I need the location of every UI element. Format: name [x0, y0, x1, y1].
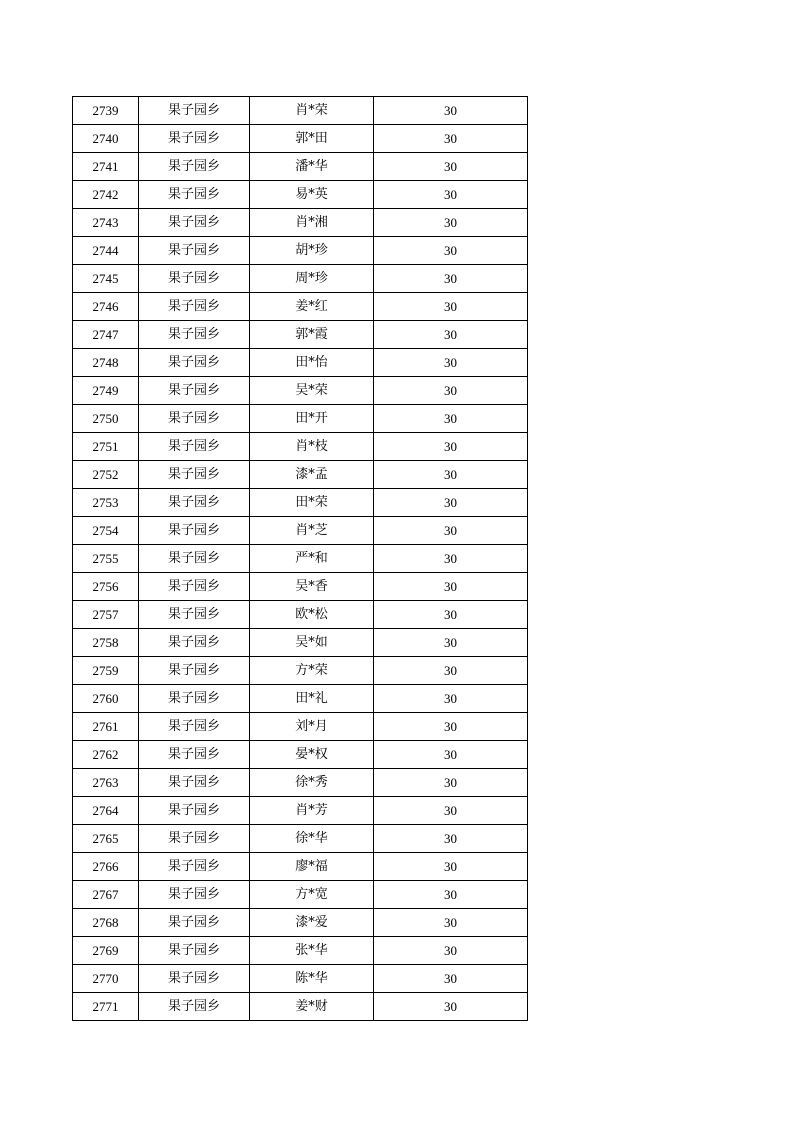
- table-row: [73, 685, 528, 713]
- amount-cell: 30: [374, 461, 528, 489]
- name-cell: 田*开: [250, 405, 374, 433]
- name-cell: 徐*华: [250, 825, 374, 853]
- row-number-cell: 2762: [73, 741, 139, 769]
- town-cell: 果子园乡: [139, 209, 250, 237]
- row-number-cell: 2749: [73, 377, 139, 405]
- row-number-cell: 2739: [73, 97, 139, 125]
- amount-cell: 30: [374, 293, 528, 321]
- name-cell: 田*荣: [250, 489, 374, 517]
- amount-cell: 30: [374, 433, 528, 461]
- name-cell: 姜*财: [250, 993, 374, 1021]
- table-row: [73, 377, 528, 405]
- row-number-cell: 2766: [73, 853, 139, 881]
- amount-cell: 30: [374, 797, 528, 825]
- amount-cell: 30: [374, 321, 528, 349]
- table-row: [73, 293, 528, 321]
- table-row: [73, 405, 528, 433]
- row-number-cell: 2769: [73, 937, 139, 965]
- name-cell: 田*礼: [250, 685, 374, 713]
- town-cell: 果子园乡: [139, 741, 250, 769]
- town-cell: 果子园乡: [139, 545, 250, 573]
- town-cell: 果子园乡: [139, 685, 250, 713]
- name-cell: 漆*爱: [250, 909, 374, 937]
- row-number-cell: 2742: [73, 181, 139, 209]
- town-cell: 果子园乡: [139, 629, 250, 657]
- amount-cell: 30: [374, 209, 528, 237]
- table-row: [73, 825, 528, 853]
- table-row: [73, 349, 528, 377]
- name-cell: 方*宽: [250, 881, 374, 909]
- town-cell: 果子园乡: [139, 181, 250, 209]
- town-cell: 果子园乡: [139, 153, 250, 181]
- name-cell: 潘*华: [250, 153, 374, 181]
- town-cell: 果子园乡: [139, 937, 250, 965]
- town-cell: 果子园乡: [139, 965, 250, 993]
- amount-cell: 30: [374, 545, 528, 573]
- name-cell: 廖*福: [250, 853, 374, 881]
- amount-cell: 30: [374, 181, 528, 209]
- row-number-cell: 2746: [73, 293, 139, 321]
- name-cell: 胡*珍: [250, 237, 374, 265]
- table-row: [73, 993, 528, 1021]
- table-row: [73, 713, 528, 741]
- town-cell: 果子园乡: [139, 517, 250, 545]
- amount-cell: 30: [374, 517, 528, 545]
- row-number-cell: 2758: [73, 629, 139, 657]
- row-number-cell: 2747: [73, 321, 139, 349]
- name-cell: 陈*华: [250, 965, 374, 993]
- town-cell: 果子园乡: [139, 769, 250, 797]
- town-cell: 果子园乡: [139, 797, 250, 825]
- row-number-cell: 2740: [73, 125, 139, 153]
- table-row: [73, 489, 528, 517]
- table-row: [73, 209, 528, 237]
- town-cell: 果子园乡: [139, 909, 250, 937]
- amount-cell: 30: [374, 713, 528, 741]
- amount-cell: 30: [374, 909, 528, 937]
- amount-cell: 30: [374, 349, 528, 377]
- table-row: [73, 797, 528, 825]
- amount-cell: 30: [374, 125, 528, 153]
- table-body: [73, 97, 528, 1021]
- town-cell: 果子园乡: [139, 825, 250, 853]
- table-row: [73, 517, 528, 545]
- name-cell: 吴*荣: [250, 377, 374, 405]
- table-row: [73, 909, 528, 937]
- amount-cell: 30: [374, 881, 528, 909]
- row-number-cell: 2751: [73, 433, 139, 461]
- table-row: [73, 965, 528, 993]
- name-cell: 张*华: [250, 937, 374, 965]
- amount-cell: 30: [374, 601, 528, 629]
- town-cell: 果子园乡: [139, 321, 250, 349]
- amount-cell: 30: [374, 993, 528, 1021]
- row-number-cell: 2765: [73, 825, 139, 853]
- town-cell: 果子园乡: [139, 237, 250, 265]
- name-cell: 严*和: [250, 545, 374, 573]
- name-cell: 徐*秀: [250, 769, 374, 797]
- amount-cell: 30: [374, 489, 528, 517]
- name-cell: 刘*月: [250, 713, 374, 741]
- amount-cell: 30: [374, 769, 528, 797]
- name-cell: 郭*田: [250, 125, 374, 153]
- town-cell: 果子园乡: [139, 657, 250, 685]
- amount-cell: 30: [374, 965, 528, 993]
- row-number-cell: 2743: [73, 209, 139, 237]
- amount-cell: 30: [374, 937, 528, 965]
- name-cell: 吴*如: [250, 629, 374, 657]
- row-number-cell: 2760: [73, 685, 139, 713]
- amount-cell: 30: [374, 237, 528, 265]
- town-cell: 果子园乡: [139, 377, 250, 405]
- name-cell: 欧*松: [250, 601, 374, 629]
- name-cell: 吴*香: [250, 573, 374, 601]
- town-cell: 果子园乡: [139, 125, 250, 153]
- row-number-cell: 2753: [73, 489, 139, 517]
- row-number-cell: 2763: [73, 769, 139, 797]
- town-cell: 果子园乡: [139, 601, 250, 629]
- town-cell: 果子园乡: [139, 405, 250, 433]
- row-number-cell: 2750: [73, 405, 139, 433]
- name-cell: 肖*荣: [250, 97, 374, 125]
- name-cell: 肖*枝: [250, 433, 374, 461]
- amount-cell: 30: [374, 629, 528, 657]
- town-cell: 果子园乡: [139, 293, 250, 321]
- town-cell: 果子园乡: [139, 993, 250, 1021]
- town-cell: 果子园乡: [139, 881, 250, 909]
- row-number-cell: 2768: [73, 909, 139, 937]
- town-cell: 果子园乡: [139, 461, 250, 489]
- table-row: [73, 461, 528, 489]
- town-cell: 果子园乡: [139, 713, 250, 741]
- row-number-cell: 2761: [73, 713, 139, 741]
- row-number-cell: 2767: [73, 881, 139, 909]
- name-cell: 方*荣: [250, 657, 374, 685]
- row-number-cell: 2756: [73, 573, 139, 601]
- name-cell: 郭*霞: [250, 321, 374, 349]
- amount-cell: 30: [374, 97, 528, 125]
- name-cell: 周*珍: [250, 265, 374, 293]
- amount-cell: 30: [374, 685, 528, 713]
- table-row: [73, 601, 528, 629]
- row-number-cell: 2755: [73, 545, 139, 573]
- name-cell: 肖*湘: [250, 209, 374, 237]
- table-row: [73, 181, 528, 209]
- amount-cell: 30: [374, 405, 528, 433]
- amount-cell: 30: [374, 853, 528, 881]
- row-number-cell: 2745: [73, 265, 139, 293]
- table-row: [73, 97, 528, 125]
- table-row: [73, 629, 528, 657]
- row-number-cell: 2764: [73, 797, 139, 825]
- name-cell: 肖*芝: [250, 517, 374, 545]
- row-number-cell: 2741: [73, 153, 139, 181]
- town-cell: 果子园乡: [139, 489, 250, 517]
- table-row: [73, 265, 528, 293]
- table-row: [73, 125, 528, 153]
- town-cell: 果子园乡: [139, 349, 250, 377]
- table-row: [73, 769, 528, 797]
- amount-cell: 30: [374, 377, 528, 405]
- town-cell: 果子园乡: [139, 433, 250, 461]
- amount-cell: 30: [374, 741, 528, 769]
- row-number-cell: 2744: [73, 237, 139, 265]
- amount-cell: 30: [374, 265, 528, 293]
- town-cell: 果子园乡: [139, 265, 250, 293]
- name-cell: 田*怡: [250, 349, 374, 377]
- table-row: [73, 937, 528, 965]
- amount-cell: 30: [374, 153, 528, 181]
- table-row: [73, 881, 528, 909]
- town-cell: 果子园乡: [139, 853, 250, 881]
- row-number-cell: 2754: [73, 517, 139, 545]
- table-row: [73, 153, 528, 181]
- table-row: [73, 657, 528, 685]
- row-number-cell: 2771: [73, 993, 139, 1021]
- table-row: [73, 237, 528, 265]
- row-number-cell: 2770: [73, 965, 139, 993]
- table-row: [73, 573, 528, 601]
- name-cell: 漆*孟: [250, 461, 374, 489]
- table-row: [73, 545, 528, 573]
- table-row: [73, 741, 528, 769]
- town-cell: 果子园乡: [139, 573, 250, 601]
- table-row: [73, 321, 528, 349]
- table-row: [73, 433, 528, 461]
- town-cell: 果子园乡: [139, 97, 250, 125]
- row-number-cell: 2759: [73, 657, 139, 685]
- name-cell: 晏*权: [250, 741, 374, 769]
- table-row: [73, 853, 528, 881]
- row-number-cell: 2748: [73, 349, 139, 377]
- amount-cell: 30: [374, 657, 528, 685]
- name-cell: 易*英: [250, 181, 374, 209]
- name-cell: 姜*红: [250, 293, 374, 321]
- data-table: [72, 96, 528, 1021]
- row-number-cell: 2752: [73, 461, 139, 489]
- amount-cell: 30: [374, 573, 528, 601]
- amount-cell: 30: [374, 825, 528, 853]
- name-cell: 肖*芳: [250, 797, 374, 825]
- row-number-cell: 2757: [73, 601, 139, 629]
